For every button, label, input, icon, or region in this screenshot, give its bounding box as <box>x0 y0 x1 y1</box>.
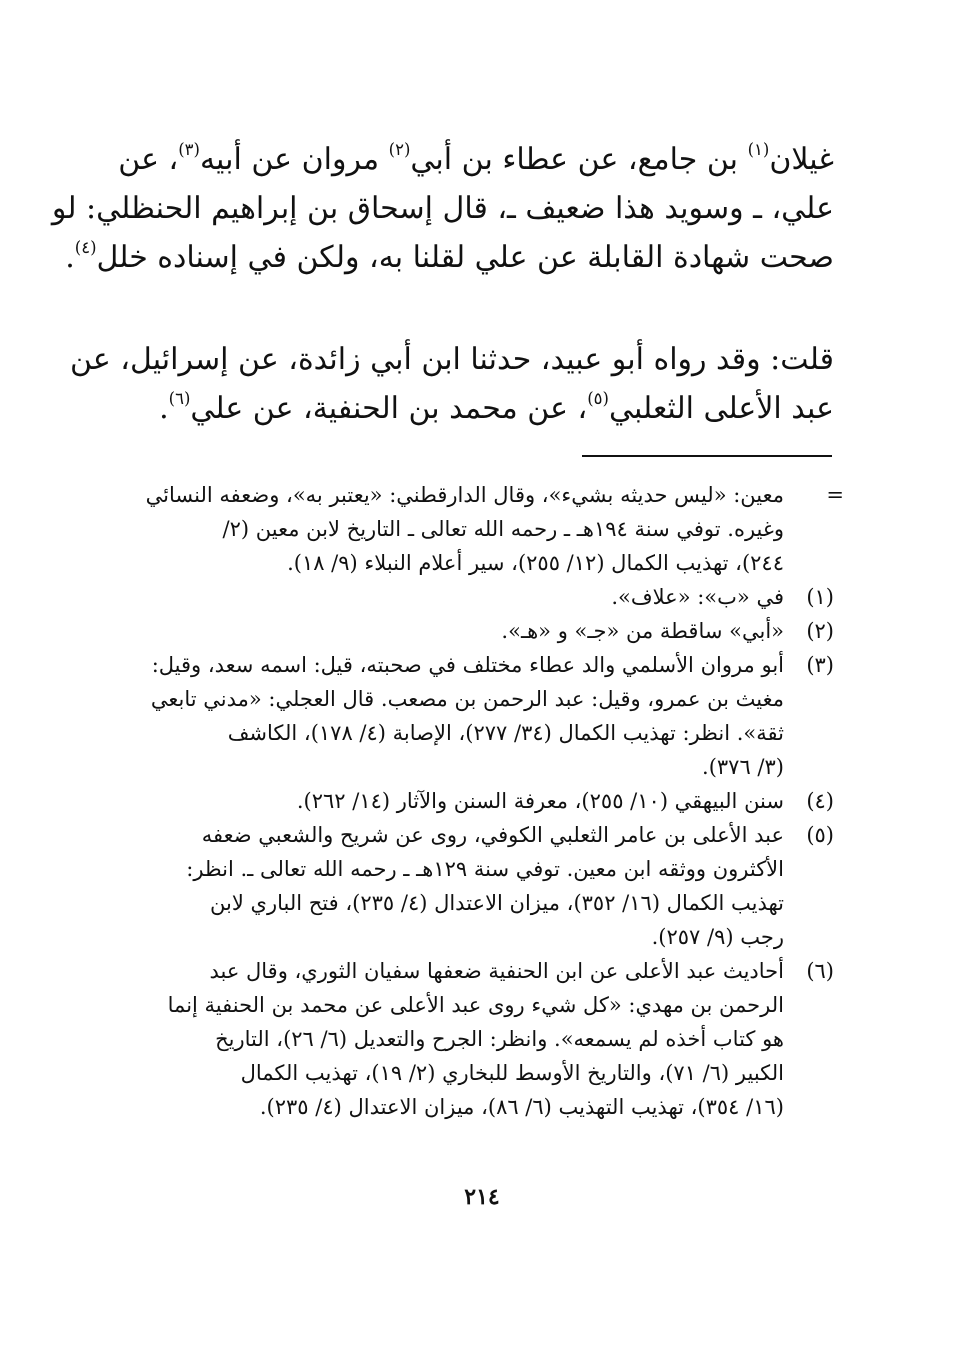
footnote-line: ٢٤٤)، تهذيب الكمال (١٢/ ٢٥٥)، سير أعلام النبلاء (٩/ ١٨). <box>287 551 784 575</box>
footnote-line: هو كتاب أخذه لم يسمعه». وانظر: الجرح والتعديل (٦/ ٢٦)، التاريخ <box>215 1027 784 1051</box>
footnote-line: تهذيب الكمال (١٦/ ٣٥٢)، ميزان الاعتدال (٤/ ٢٣٥)، فتح الباري لابن <box>210 891 784 915</box>
footnote-marker[interactable]: (٣) <box>178 139 200 159</box>
text-line <box>132 384 834 433</box>
text-run: قلت: وقد رواه أبو عبيد، حدثنا ابن أبي زائدة، عن إسرائيل، عن <box>70 342 834 377</box>
footnote-number: (٣) <box>806 653 834 677</box>
footnote-line: وغيره. توفي سنة ١٩٤هـ ـ رحمه الله تعالى ـ التاريخ لابن معين (٢/ <box>222 517 784 541</box>
footnote <box>132 954 834 1124</box>
text-line <box>118 135 834 184</box>
footnote-marker[interactable]: (٦) <box>168 388 191 408</box>
main-paragraph-2 <box>70 335 834 433</box>
text-run: بن جامع، عن عطاء بن أبي <box>410 142 748 177</box>
footnotes <box>132 478 844 1124</box>
footnote-line: ثقة». انظر: تهذيب الكمال (٣٤/ ٢٧٧)، الإصابة (٤/ ١٧٨)، الكاشف <box>227 721 784 745</box>
footnote <box>132 784 834 818</box>
footnote-line: (٣/ ٣٧٦). <box>702 755 784 779</box>
footnote-line: في «ب»: «علاف». <box>611 585 784 609</box>
footnote-line: عبد الأعلى بن عامر الثعلبي الكوفي، روى عن شريح والشعبي ضعفه <box>201 823 784 847</box>
footnote-line: أحاديث عبد الأعلى عن ابن الحنفية ضعفها سفيان الثوري، وقال عبد <box>209 959 784 983</box>
text-run: . <box>159 391 169 426</box>
footnote-line: أبو مروان الأسلمي والد عطاء مختلف في صحبته، قيل: اسمه سعد، وقيل: <box>151 653 784 677</box>
footnote <box>132 648 834 784</box>
footnote-line: الرحمن بن مهدي: «كل شيء روى عبد الأعلى عن محمد بن الحنفية إنما <box>167 993 784 1017</box>
text-run: . <box>65 240 75 275</box>
footnote-separator <box>582 455 832 457</box>
footnote-number: = <box>826 483 844 507</box>
footnote <box>132 614 834 648</box>
footnote-marker[interactable]: (٥) <box>587 388 609 408</box>
footnote-line: الأكثرون ووثقه ابن معين. توفي سنة ١٢٩هـ ـ رحمه الله تعالى ـ. انظر: <box>186 857 784 881</box>
footnote-line: رجب (٩/ ٢٥٧). <box>651 925 784 949</box>
footnote <box>132 818 834 954</box>
text-run: صحت شهادة القابلة عن علي لقلنا به، ولكن في إسناده خلل <box>96 240 834 275</box>
footnote-text <box>132 784 784 818</box>
text-run: غيلان <box>769 142 834 177</box>
page-number: ٢١٤ <box>464 1184 500 1210</box>
footnote-text <box>132 478 784 580</box>
footnote-line: (١٦/ ٣٥٤)، تهذيب التهذيب (٦/ ٨٦)، ميزان الاعتدال (٤/ ٢٣٥). <box>259 1095 784 1119</box>
footnote-text <box>132 580 784 614</box>
footnote-line: الكبير (٦/ ٧١)، والتاريخ الأوسط للبخاري (٢/ ١٩)، تهذيب الكمال <box>240 1061 784 1085</box>
text-line <box>65 233 834 282</box>
footnote-line: مغيث بن عمرو، وقيل: عبد الرحمن بن مصعب. قال العجلي: «مدني تابعي <box>150 687 784 711</box>
footnote-number: (٥) <box>806 823 834 847</box>
text-run: ، عن <box>118 142 179 177</box>
text-line <box>70 335 834 384</box>
footnote-number: (٤) <box>806 789 834 813</box>
footnote <box>132 478 844 580</box>
footnote-number: (١) <box>806 585 834 609</box>
text-line <box>51 184 834 233</box>
footnote-marker[interactable]: (٤) <box>74 237 97 257</box>
footnote-marker[interactable]: (٢) <box>388 139 411 159</box>
main-paragraph-1 <box>51 135 834 282</box>
footnote-text <box>132 818 784 954</box>
footnote-text <box>132 648 784 784</box>
footnote-marker[interactable]: (١) <box>747 139 770 159</box>
footnote-text <box>132 614 784 648</box>
footnote-line: «أبي» ساقطة من «جـ» و «هـ». <box>501 619 784 643</box>
footnote-number: (٢) <box>806 619 834 643</box>
text-run: علي، ـ وسويد هذا ضعيف ـ، قال إسحاق بن إبراهيم الحنظلي: لو <box>51 191 834 226</box>
text-run: ، عن محمد بن الحنفية، عن علي <box>190 391 588 426</box>
text-run: عبد الأعلى الثعلبي <box>608 391 834 426</box>
footnote-number: (٦) <box>806 959 834 983</box>
text-run: مروان عن أبيه <box>199 142 389 177</box>
footnote-line: معين: «ليس حديثه بشيء»، وقال الدارقطني: «يعتبر به»، وضعفه النسائي <box>145 483 784 507</box>
footnote <box>132 580 834 614</box>
footnote-text <box>132 954 784 1124</box>
footnote-line: سنن البيهقي (١٠/ ٢٥٥)، معرفة السنن والآثار (١٤/ ٢٦٢). <box>296 789 784 813</box>
